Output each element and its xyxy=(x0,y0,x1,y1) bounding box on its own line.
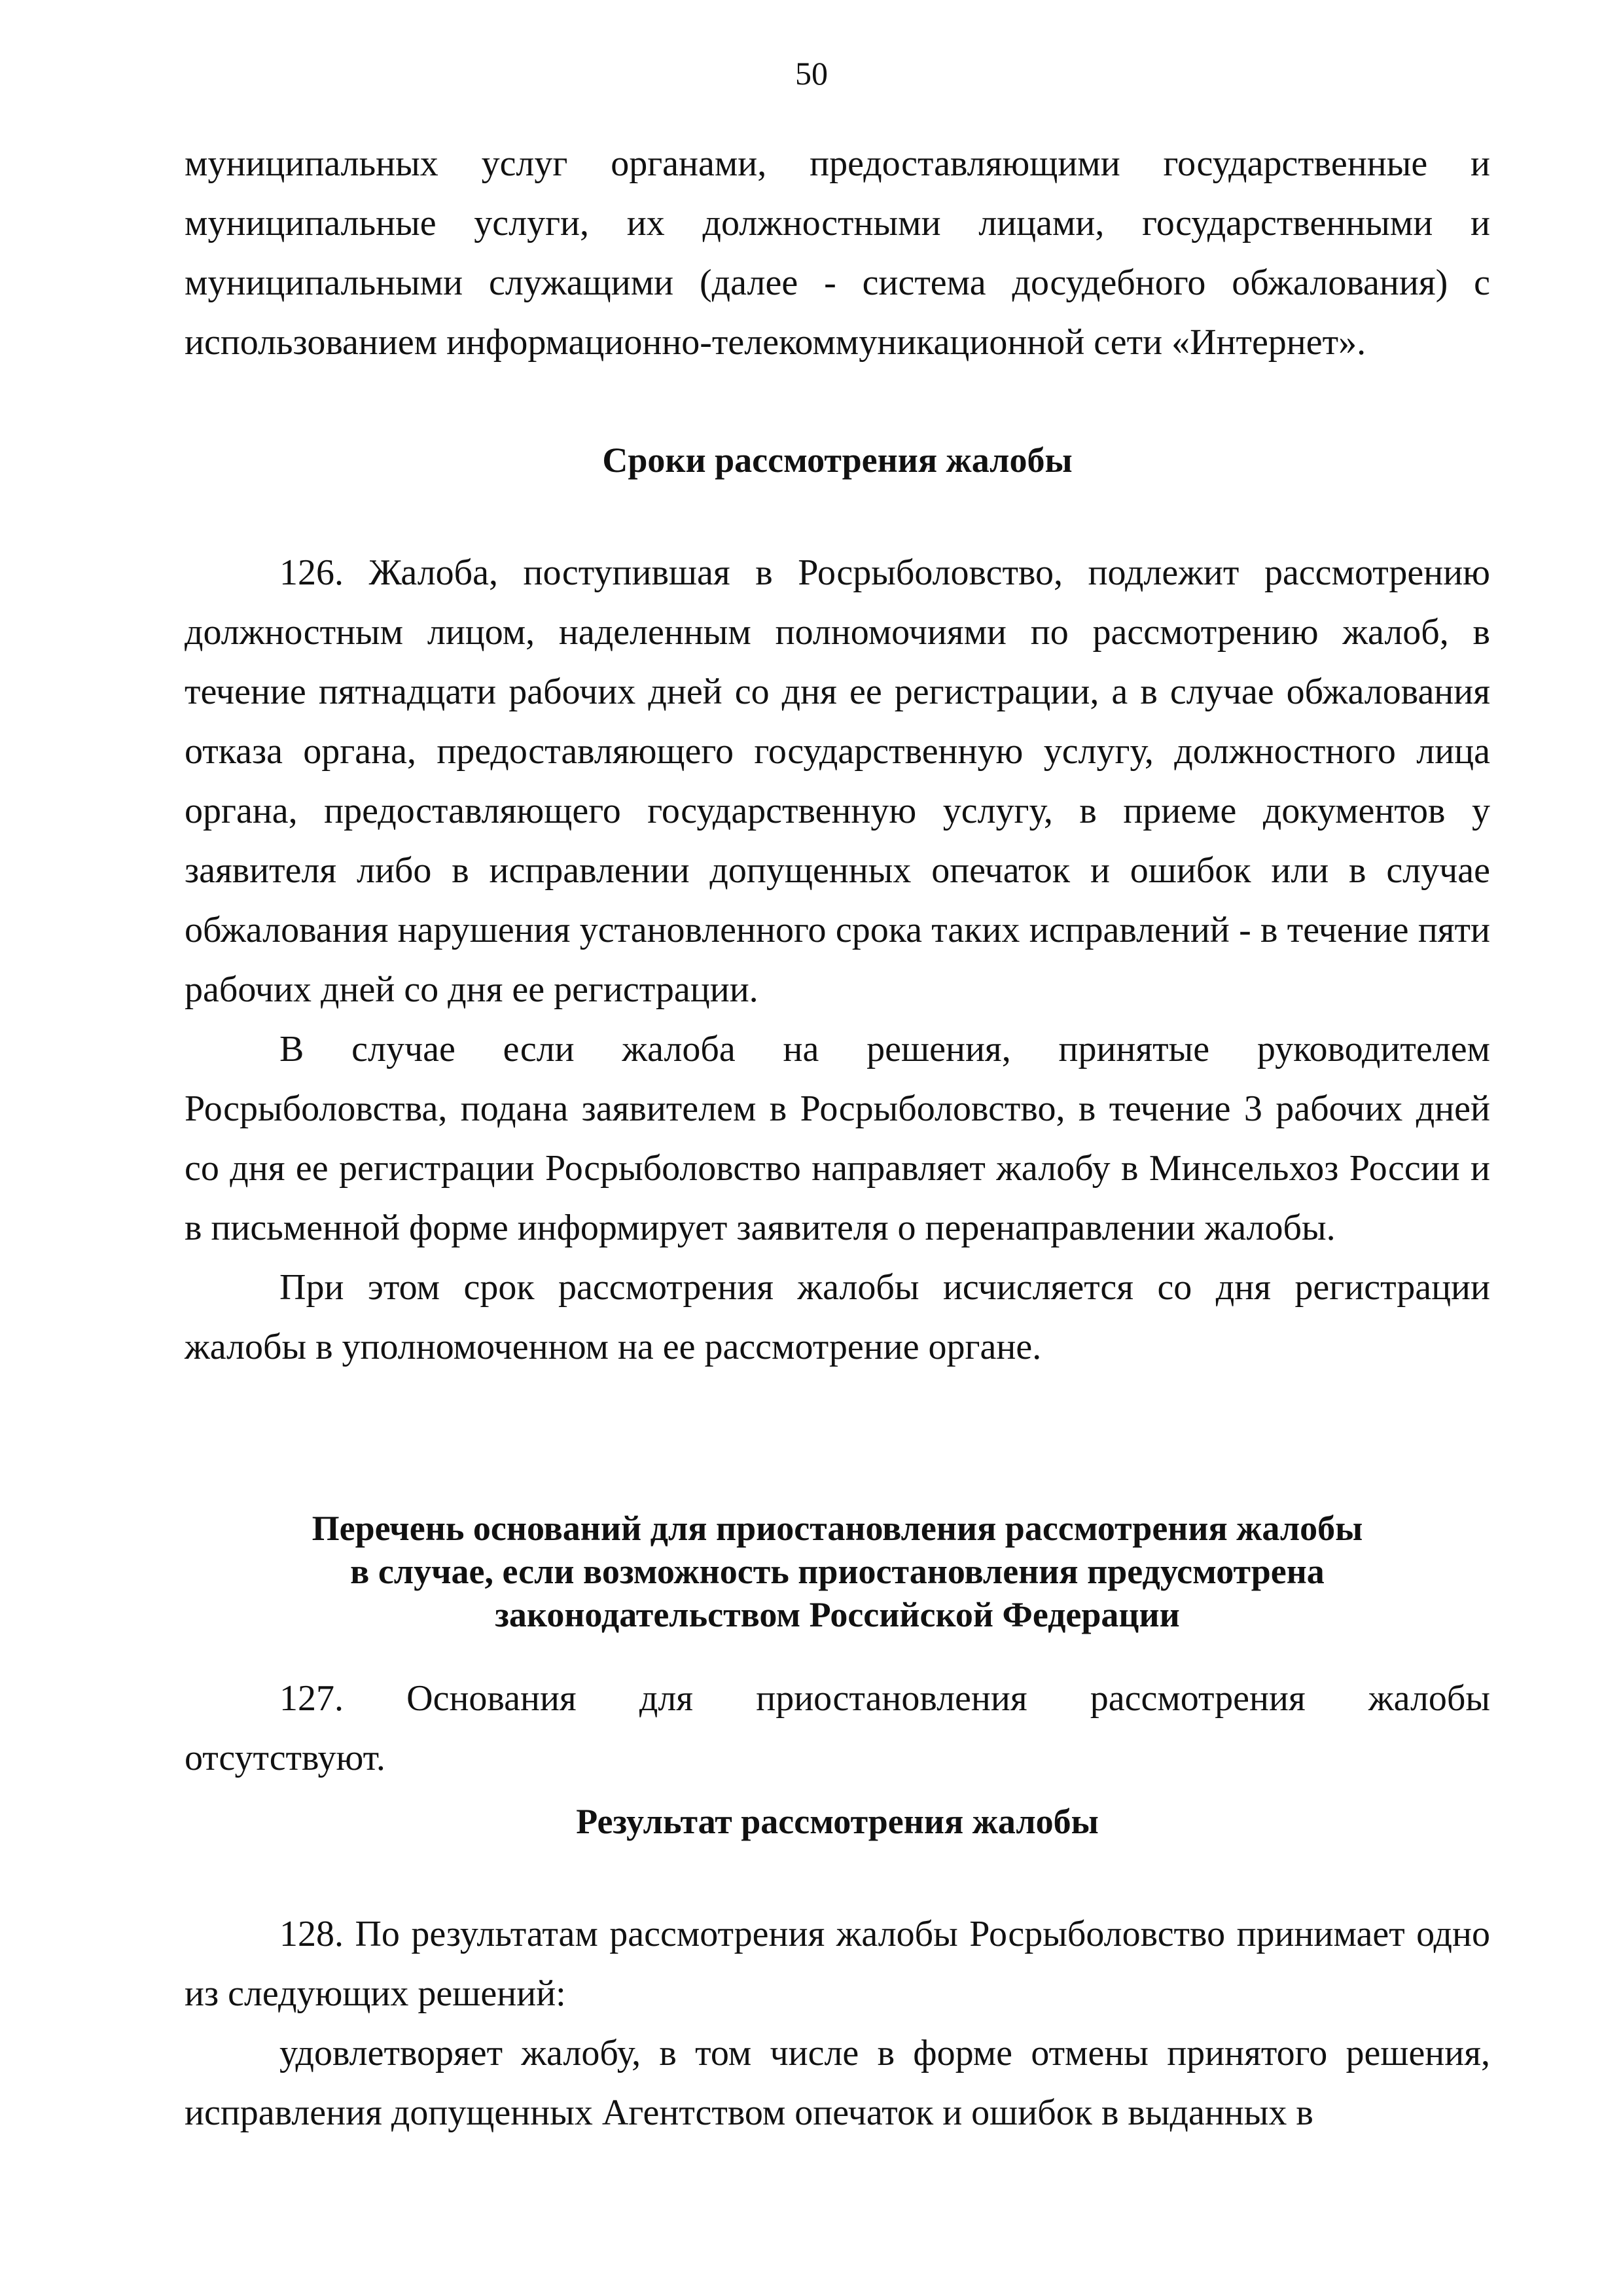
suspension-paragraph-block xyxy=(185,1669,1490,1788)
section-heading-terms-text: Сроки рассмотрения жалобы xyxy=(602,440,1073,480)
paragraph-127-line: отсутствуют. xyxy=(185,1738,385,1778)
paragraph-satisfy: удовлетворяет жалобу, в том числе в форме отмены принятого решения, исправления допущенных Агентством опечаток и ошибок в выданных в xyxy=(185,2033,1490,2133)
section-heading-result-text: Результат рассмотрения жалобы xyxy=(576,1802,1099,1841)
section-heading-terms xyxy=(185,439,1490,482)
paragraph-127-line: 127. Основания для приостановления рассмотрения жалобы xyxy=(279,1678,1490,1719)
suspension-heading-line: законодательством Российской Федерации xyxy=(495,1595,1180,1634)
intro-paragraph: муниципальных услуг органами, предоставляющими государственные и муниципальные услуги, их должностными лицами, государственными и муниципальными служащими (далее - система досудебного обжалования) с использованием информационно-телекоммуникационной сети «Интернет». xyxy=(185,143,1490,363)
section-heading-result xyxy=(185,1800,1490,1843)
paragraph-126: 126. Жалоба, поступившая в Росрыболовство, подлежит рассмотрению должностным лицом, наделенным полномочиями по рассмотрению жалоб, в течение пятнадцати рабочих дней со дня ее регистрации, а в случае обжалования отказа органа, предоставляющего государственную услугу, должностного лица органа, предоставляющего государственную услугу, в приеме документов у заявителя либо в исправлении допущенных опечаток и ошибок или в случае обжалования нарушения установленного срока таких исправлений - в течение пяти рабочих дней со дня ее регистрации. xyxy=(185,552,1490,1010)
terms-paragraph-block xyxy=(185,543,1490,1377)
paragraph-redirect: В случае если жалоба на решения, принятые руководителем Росрыболовства, подана заявителем в Росрыболовство, в течение 3 рабочих дней со дня ее регистрации Росрыболовство направляет жалобу в Минсельхоз России и в письменной форме информирует заявителя о перенаправлении жалобы. xyxy=(185,1029,1490,1248)
suspension-heading-line: в случае, если возможность приостановления предусмотрена xyxy=(350,1552,1325,1591)
paragraph-term-start: При этом срок рассмотрения жалобы исчисляется со дня регистрации жалобы в уполномоченном на ее рассмотрение органе. xyxy=(185,1267,1490,1367)
suspension-heading-line: Перечень оснований для приостановления рассмотрения жалобы xyxy=(312,1509,1363,1548)
intro-paragraph-block xyxy=(185,134,1490,372)
paragraph-128: 128. По результатам рассмотрения жалобы Росрыболовство принимает одно из следующих решений: xyxy=(185,1914,1490,2014)
section-heading-suspension xyxy=(185,1507,1490,1636)
result-paragraph-block xyxy=(185,1905,1490,2143)
page-number: 50 xyxy=(795,55,828,92)
